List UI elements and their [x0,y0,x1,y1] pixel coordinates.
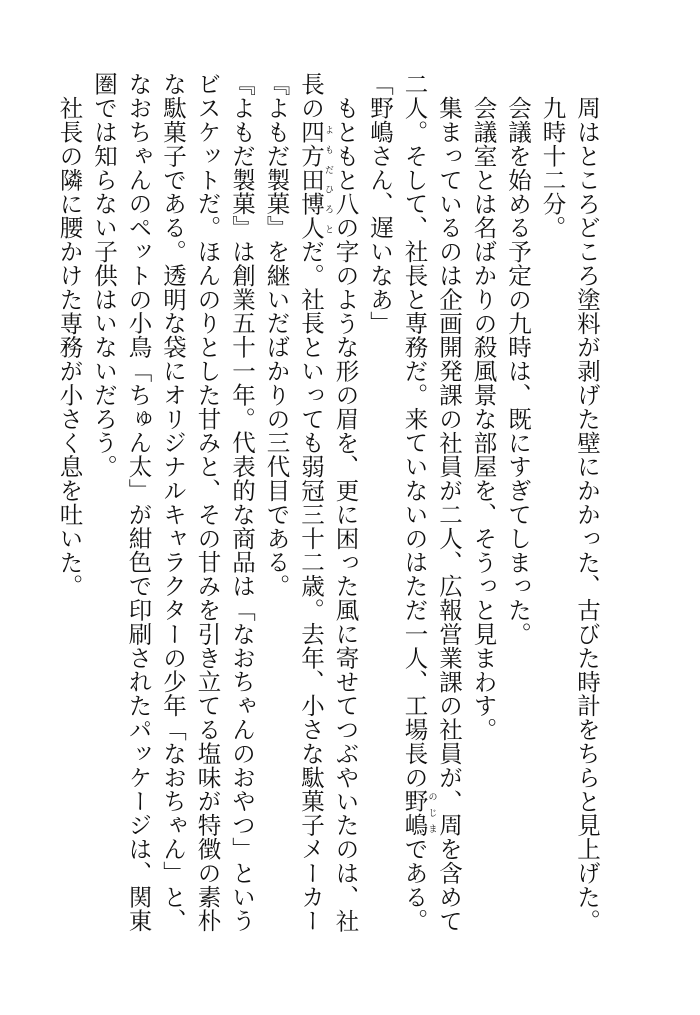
paragraph [397,72,466,952]
paragraph [501,72,536,952]
text-segment: 集まっているのは企画開発課の社員が二人、広報営業課の社員が、周を含めて二人。そして、社長と専務だ。来ていないのはただ一人、工場長の [400,72,463,932]
text-segment: 『よもだ製菓』は創業五十一年。代表的な商品は「なおちゃんのおやつ」というビスケットだ。ほんのりとした甘みと、その甘みを引き立てる塩味が特徴の素朴な駄菓子である。透明な袋にオリジナルキャラクターの少年「なおちゃん」と、なおちゃんのペットの小鳥「ちゅん太」が紺色で印刷されたパッケージは、関東圏では知らない子供はいないだろう。 [90,72,256,933]
paragraph [535,72,570,952]
text-segment: 周はところどころ塗料が剥げた壁にかかった、古びた時計をちらと見上げた。 [573,95,601,932]
paragraph [570,72,605,952]
vertical-text-body [52,72,604,952]
ruby-base: 野嶋 [400,789,429,837]
text-segment: 会議室とは名ばかりの殺風景な部屋を、そうっと見まわす。 [469,95,498,741]
ruby-base: 四方田博人 [297,119,325,240]
ruby-word [400,789,437,837]
text-segment: だ。社長といっても弱冠三十二歳。去年、小さな駄菓子メーカー『よもだ製菓』を継いだばかりの三代目である。 [262,72,325,933]
text-segment: もともと八の字のような形の眉を、更に困った風に寄せてつぶやいたのは、社長の [297,72,360,932]
paragraph [466,72,501,952]
paragraph [363,72,398,952]
text-segment: 「野嶋さん、遅いなあ」 [366,72,394,335]
text-segment: 会議を始める予定の九時は、既にすぎてしまった。 [504,95,532,646]
paragraph [52,72,87,952]
paragraph [259,72,363,952]
ruby-word [297,119,333,240]
text-segment: 社長の隣に腰かけた専務が小さく息を吐いた。 [55,95,84,598]
ruby-reading: のじま [426,789,437,837]
ruby-reading: よもだひろと [323,119,333,240]
paragraph [87,72,260,952]
text-segment: である。 [400,836,429,933]
text-segment: 九時十二分。 [538,95,567,239]
